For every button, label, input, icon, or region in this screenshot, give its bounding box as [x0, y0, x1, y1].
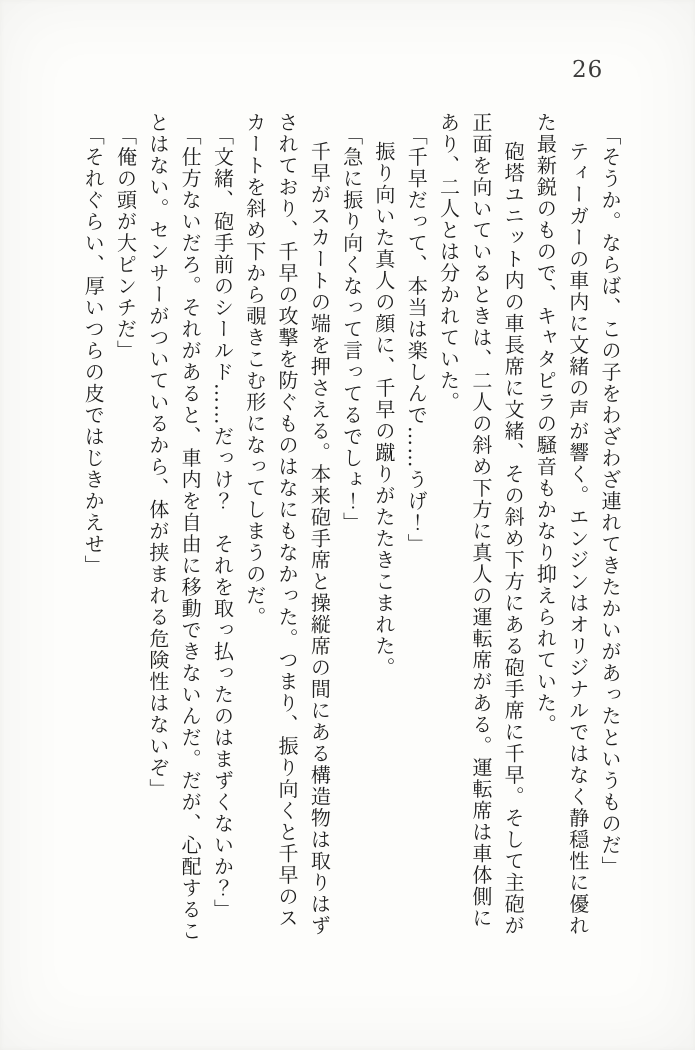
- paragraph: 「俺の頭が大ピンチだ」: [113, 125, 138, 362]
- paragraph: 「千早だって、本当は楽しんで……うげ！」: [404, 125, 429, 555]
- paragraph: 砲塔ユニット内の車長席に文緒、その斜め下方にある砲手席に千早。そして主砲が正面を向いているときは、二人の斜め下方に真人の運転席がある。運転席は車体側にあり、二人とは分かれていた。: [436, 112, 526, 937]
- paragraph: 振り向いた真人の顔に、千早の蹴りがたたきこまれた。: [371, 141, 396, 679]
- paragraph: 「仕方ないだろ。それがあると、車内を自由に移動できないんだ。だが、心配することはない。センサーがついているから、体が挟まれる危険性はないぞ」: [145, 112, 203, 942]
- paragraph: 千早がスカートの端を押さえる。本来砲手席と操縦席の間にある構造物は取りはずされており、千早の攻撃を防ぐものはなにもなかった。つまり、振り向くと千早のスカートを斜め下から覗きこむ形になってしまうのだ。: [242, 112, 332, 937]
- vertical-text-block: [74, 112, 626, 942]
- paragraph: 「文緒、砲手前のシールド……だっけ？ それを取っ払ったのはまずくないか？」: [210, 125, 235, 921]
- paragraph: 「それぐらい、厚いつらの皮ではじきかえせ」: [81, 125, 106, 577]
- paragraph: ティーガーの車内に文緒の声が響く。エンジンはオリジナルではなく静穏性に優れた最新鋭のもので、キャタピラの騒音もかなり抑えられていた。: [533, 112, 590, 937]
- paragraph: 「そうか。ならば、この子をわざわざ連れてきたかいがあったというものだ」: [598, 125, 622, 878]
- paragraph: 「急に振り向くなって言ってるでしょ！」: [339, 125, 364, 534]
- page-number: 26: [572, 57, 604, 83]
